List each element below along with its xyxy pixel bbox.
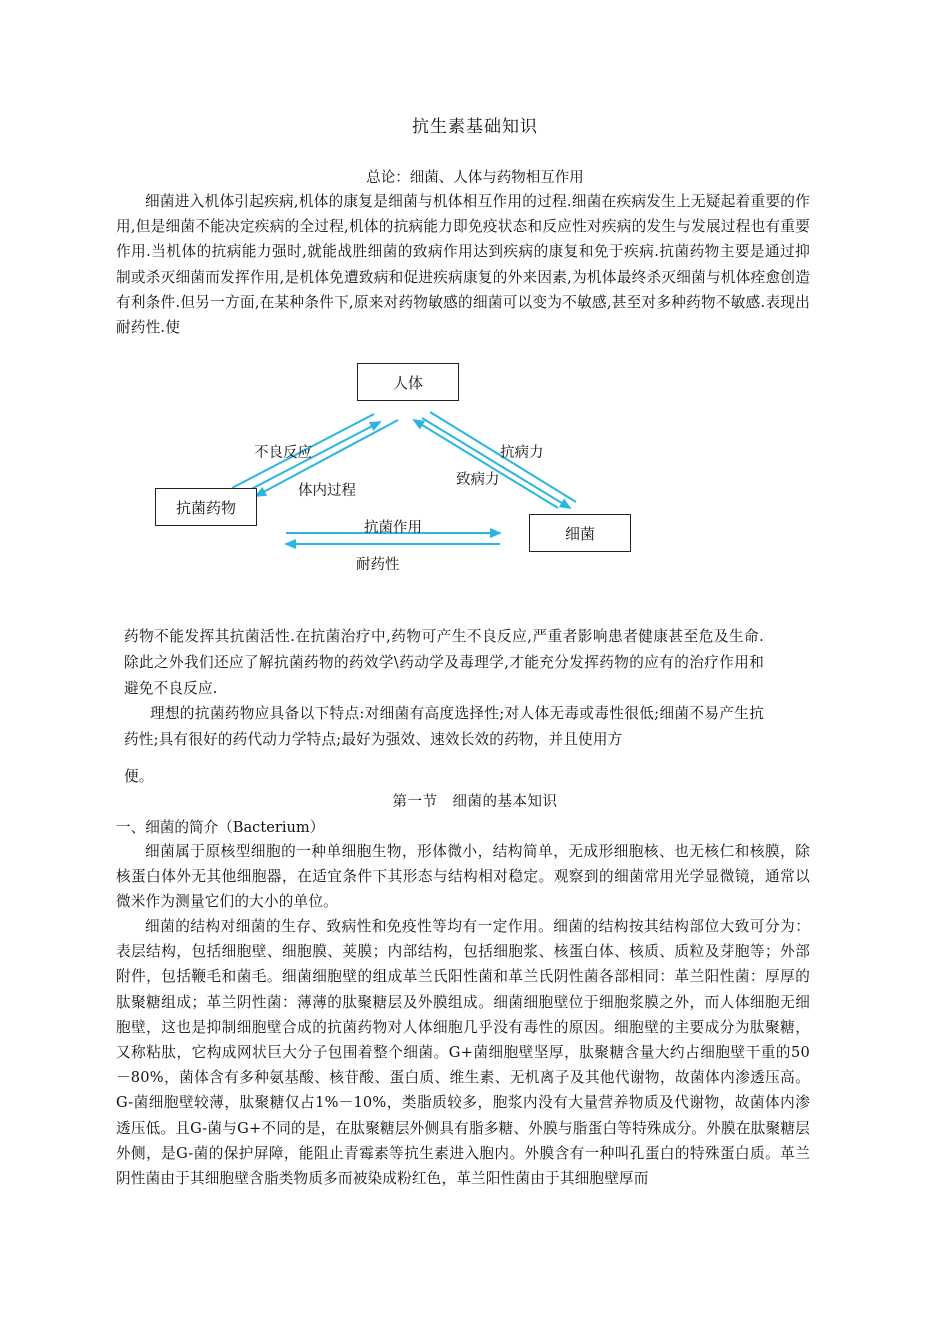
bacteria-intro-paragraph: 细菌属于原核型细胞的一种单细胞生物，形体微小，结构简单，无成形细胞核、也无核仁和核膜，除核蛋白体外无其他细胞器，在适宜条件下其形态与结构相对稳定。观察到的细菌常用光学显微镜，通常以微米作为测量它们的大小的单位。: [116, 843, 810, 911]
node-human: 人体: [357, 363, 459, 401]
label-in-vivo-process: 体内过程: [298, 483, 356, 499]
section-title: 第一节 细菌的基本知识: [392, 794, 558, 810]
node-antibacterial-drug: 抗菌药物: [155, 488, 257, 526]
label-adverse-reaction: 不良反应: [254, 445, 312, 461]
overview-subtitle: 总论：细菌、人体与药物相互作用: [366, 170, 584, 186]
ideal-drug-tail: 便。: [124, 768, 154, 785]
bacteria-structure-paragraph: 细菌的结构对细菌的生存、致病性和免疫性等均有一定作用。细菌的结构按其结构部位大致可分为：表层结构，包括细胞壁、细胞膜、荚膜；内部结构，包括细胞浆、核蛋白体、核质、质粒及芽胞等；外部附件，包括鞭毛和菌毛。细菌细胞壁的组成革兰氏阳性菌和革兰氏阴性菌各部相同：革兰阳性菌：厚厚的肽聚糖组成；革兰阴性菌：薄薄的肽聚糖层及外膜组成。细菌细胞壁位于细胞浆膜之外，而人体细胞无细胞壁，这也是抑制细胞壁合成的抗菌药物对人体细胞几乎没有毒性的原因。细胞壁的主要成分为肽聚糖，又称粘肽，它构成网状巨大分子包围着整个细菌。G+菌细胞壁坚厚，肽聚糖含量大约占细胞壁干重的50－80%，菌体含有多种氨基酸、核苷酸、蛋白质、维生素、无机离子及其他代谢物，故菌体内渗透压高。G-菌细胞壁较薄，肽聚糖仅占1%－10%，类脂质较多，胞浆内没有大量营养物质及代谢物，故菌体内渗透压低。且G-菌与G+不同的是，在肽聚糖层外侧具有脂多糖、外膜与脂蛋白等特殊成分。外膜在肽聚糖层外侧，是G-菌的保护屏障，能阻止青霉素等抗生素进入胞内。外膜含有一种叫孔蛋白的特殊蛋白质。革兰阴性菌由于其细胞壁含脂类物质多而被染成粉红色，革兰阳性菌由于其细胞壁厚而: [116, 918, 810, 1188]
document-title: 抗生素基础知识: [412, 117, 538, 137]
subsection-title: 一、细菌的简介（Bacterium）: [116, 819, 325, 836]
arrow-human-to-bacteria: [422, 412, 576, 508]
intro-paragraph: 细菌进入机体引起疾病,机体的康复是细菌与机体相互作用的过程.细菌在疾病发生上无疑起着重要的作用,但是细菌不能决定疾病的全过程,机体的抗病能力即免疫状态和反应性对疾病的发生与发展过程也有重要作用.当机体的抗病能力强时,就能战胜细菌的致病作用达到疾病的康复和免于疾病.抗菌药物主要是通过抑制或杀灭细菌而发挥作用,是机体免遭致病和促进疾病康复的外来因素,为机体最终杀灭细菌与机体痊愈创造有利条件.但另一方面,在某种条件下,原来对药物敏感的细菌可以变为不敏感,甚至对多种药物不敏感.表现出耐药性.使: [116, 193, 810, 337]
node-bacteria: 细菌: [529, 514, 631, 552]
label-pathogenicity: 致病力: [456, 472, 500, 488]
label-drug-resistance: 耐药性: [356, 557, 400, 573]
ideal-drug-paragraph: 理想的抗菌药物应具备以下特点:对细菌有高度选择性;对人体无毒或毒性很低;细菌不易产生抗药性;具有很好的药代动力学特点;最好为强效、速效长效的药物，并且使用方: [124, 705, 764, 748]
interaction-diagram: [140, 356, 660, 586]
after-diagram-paragraph: 药物不能发挥其抗菌活性.在抗菌治疗中,药物可产生不良反应,严重者影响患者健康甚至危及生命.除此之外我们还应了解抗菌药物的药效学\药动学及毒理学,才能充分发挥药物的应有的治疗作用和避免不良反应.: [124, 628, 764, 697]
arrow-bacteria-to-human: [414, 420, 558, 508]
label-disease-resistance: 抗病力: [500, 445, 544, 461]
label-antibacterial-action: 抗菌作用: [364, 520, 422, 536]
